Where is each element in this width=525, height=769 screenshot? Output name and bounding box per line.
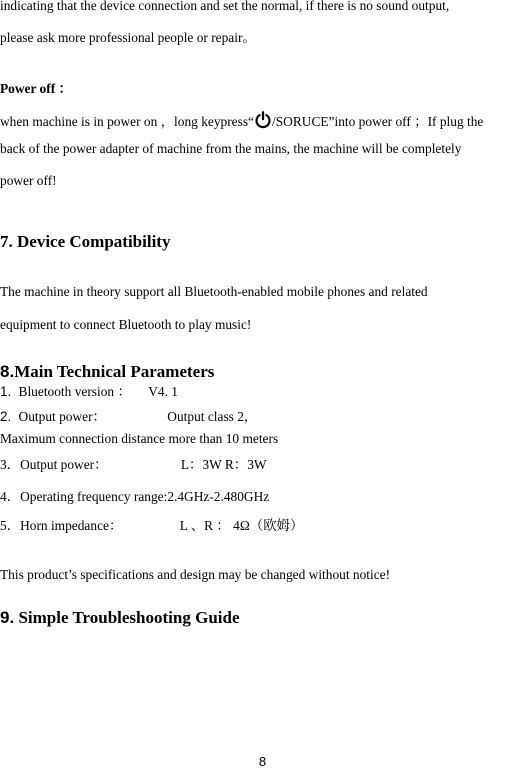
params-heading bbox=[0, 362, 214, 382]
param-num: 1. bbox=[0, 384, 12, 399]
compat-line-2: equipment to connect Bluetooth to play music! bbox=[0, 317, 252, 332]
param-item-3 bbox=[0, 457, 267, 473]
params-heading-text: Main Technical Parameters bbox=[14, 362, 215, 381]
power-icon bbox=[254, 111, 272, 129]
intro-line-1: indicating that the device connection and set the normal, if there is no sound output, bbox=[0, 0, 450, 13]
param-distance-line: Maximum connection distance more than 10 meters bbox=[0, 431, 279, 446]
troubleshoot-heading-text: Simple Troubleshooting Guide bbox=[14, 608, 240, 627]
param-num: 3． bbox=[0, 457, 21, 472]
power-off-line-2: back of the power adapter of machine from the mains, the machine will be completely bbox=[0, 141, 462, 156]
param-value: V4. 1 bbox=[148, 384, 178, 399]
power-off-line-3: power off! bbox=[0, 173, 57, 188]
power-off-line-1 bbox=[0, 111, 483, 130]
param-num: 2. bbox=[0, 409, 12, 424]
param-item-1 bbox=[0, 384, 178, 400]
param-item-4 bbox=[0, 489, 269, 505]
intro-line-2: please ask more professional people or repair。 bbox=[0, 30, 256, 45]
compat-line-1: The machine in theory support all Bluetooth-enabled mobile phones and related bbox=[0, 284, 428, 299]
power-off-text-a: when machine is in power on ，long keypress“ bbox=[0, 114, 254, 129]
param-value: L：3W R：3W bbox=[180, 457, 267, 472]
param-value: L 、R ： 4Ω（欧姆） bbox=[179, 518, 304, 533]
power-off-text-b: /SORUCE”into power off ；If plug the bbox=[272, 114, 484, 129]
param-item-5 bbox=[0, 518, 303, 534]
param-num: 4． bbox=[0, 489, 21, 504]
param-label: Output power： bbox=[20, 457, 108, 472]
page-number: 8 bbox=[258, 754, 267, 769]
param-item-2 bbox=[0, 409, 257, 425]
troubleshoot-heading-number: 9. bbox=[0, 608, 15, 627]
param-num: 5． bbox=[0, 518, 21, 533]
param-label: Operating frequency range:2.4GHz-2.480GHz bbox=[20, 489, 270, 504]
power-off-heading: Power off ： bbox=[0, 81, 72, 96]
param-value: Output class 2， bbox=[167, 409, 258, 424]
param-label: Output power： bbox=[18, 409, 106, 424]
troubleshoot-heading bbox=[0, 608, 240, 628]
params-heading-number: 8. bbox=[0, 362, 15, 381]
compat-heading: 7. Device Compatibility bbox=[0, 232, 171, 251]
param-label: Bluetooth version ： bbox=[18, 384, 131, 399]
spec-notice: This product’s specifications and design may be changed without notice! bbox=[0, 567, 391, 582]
param-label: Horn impedance： bbox=[20, 518, 123, 533]
